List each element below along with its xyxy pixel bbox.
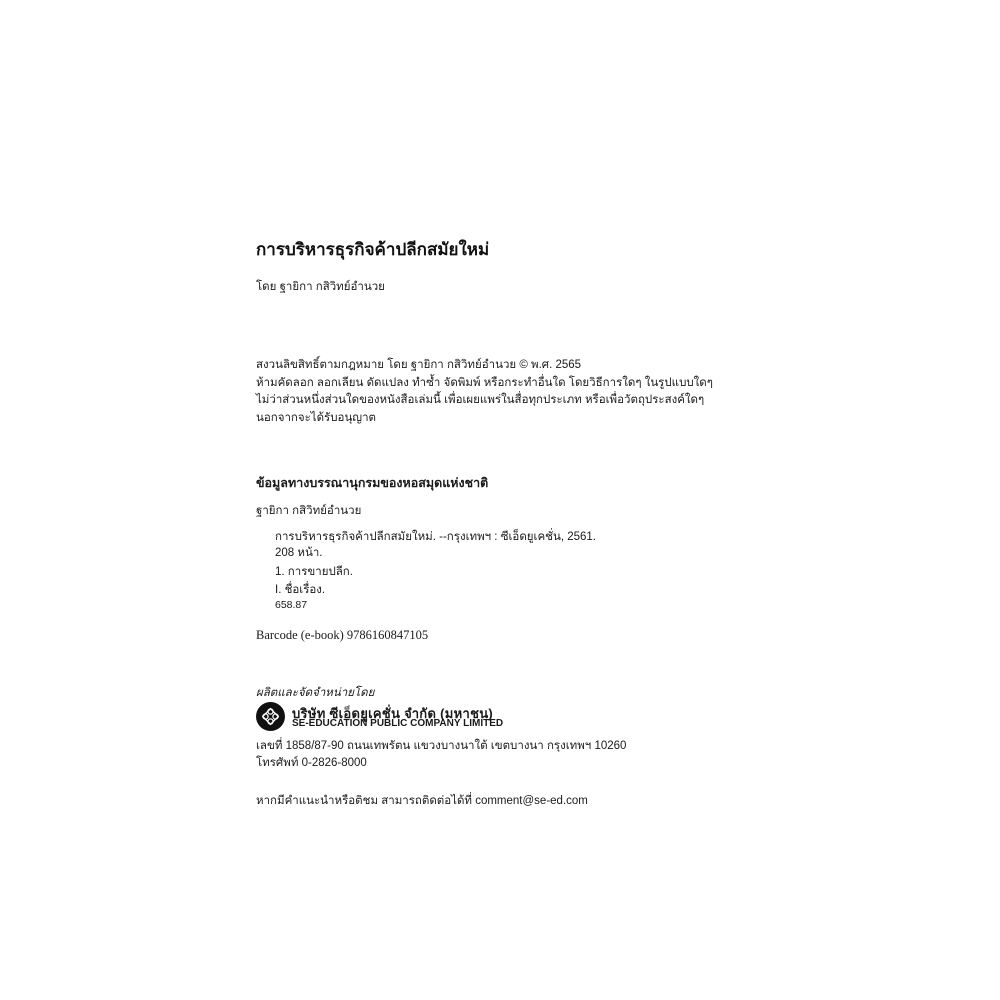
copyright-line: สงวนลิขสิทธิ์ตามกฎหมาย โดย ฐายิกา กสิวิทย์อำนวย © พ.ศ. 2565 [256,359,582,371]
publisher-block [256,702,556,732]
cataloging-subject: 1. การขายปลีก. [275,566,353,578]
se-ed-logo-icon [256,702,285,731]
cataloging-heading: ข้อมูลทางบรรณานุกรมของหอสมุดแห่งชาติ [256,476,489,490]
cataloging-pages: 208 หน้า. [275,547,323,559]
cataloging-author: ฐายิกา กสิวิทย์อำนวย [256,505,362,517]
copyright-notice [256,357,713,427]
cataloging-classification: 658.87 [275,599,308,611]
contact-line: หากมีคำแนะนำหรือติชม สามารถติดต่อได้ที่ comment@se-ed.com [256,795,588,807]
publisher-name-thai: บริษัท ซีเอ็ดยูเคชั่น จำกัด (มหาชน) [292,706,494,721]
barcode-line: Barcode (e-book) 9786160847105 [256,628,429,642]
publisher-address: เลขที่ 1858/87-90 ถนนเทพรัตน แขวงบางนาใต้ เขตบางนา กรุงเทพฯ 10260 [256,740,627,752]
book-title: การบริหารธุรกิจค้าปลีกสมัยใหม่ [256,240,490,259]
publisher-phone: โทรศัพท์ 0-2826-8000 [256,757,367,769]
publisher-name-english: SE-EDUCATION PUBLIC COMPANY LIMITED [292,718,504,729]
copyright-line: ไม่ว่าส่วนหนึ่งส่วนใดของหนังสือเล่มนี้ เพื่อเผยแพร่ในสื่อทุกประเภท หรือเพื่อวัตถุประสงค์ใดๆ [256,394,705,406]
copyright-line: นอกจากจะได้รับอนุญาต [256,411,377,424]
distributed-by-label: ผลิตและจัดจำหน่ายโดย [256,687,375,699]
book-author: โดย ฐายิกา กสิวิทย์อำนวย [256,281,385,293]
cataloging-entry: การบริหารธุรกิจค้าปลีกสมัยใหม่. --กรุงเทพฯ : ซีเอ็ดยูเคชั่น, 2561. [275,531,597,543]
publisher-address-block [256,738,626,772]
cataloging-title-entry: I. ชื่อเรื่อง. [275,584,326,596]
copyright-line: ห้ามคัดลอก ลอกเลียน ดัดแปลง ทำซ้ำ จัดพิมพ์ หรือกระทำอื่นใด โดยวิธีการใดๆ ในรูปแบบใดๆ [256,376,713,389]
